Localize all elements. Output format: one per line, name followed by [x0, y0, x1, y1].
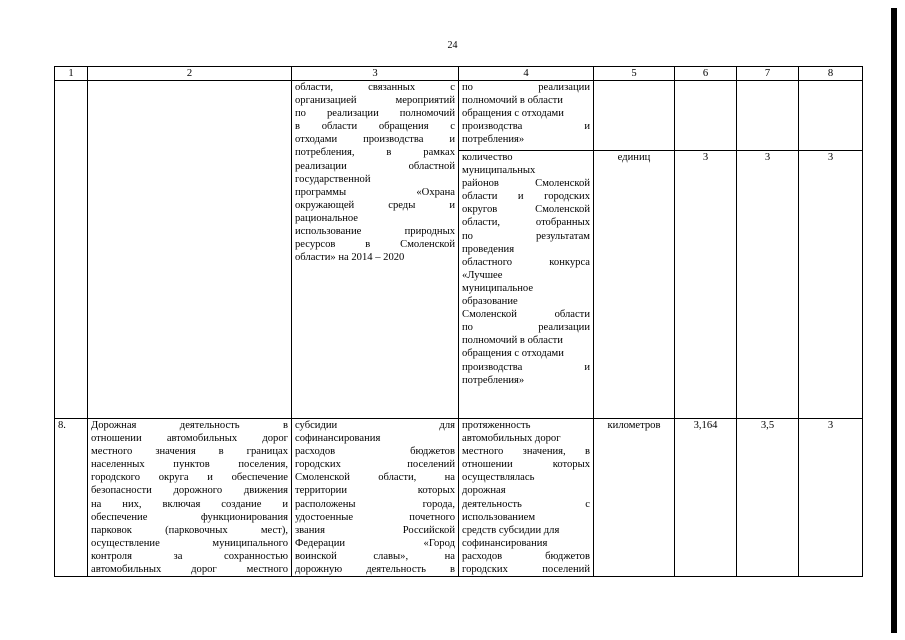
- row8-activity-cell: [88, 419, 292, 577]
- text-line: воинской славы», на: [295, 550, 455, 562]
- header-row: [55, 67, 863, 81]
- row8-unit-cell: километров: [594, 419, 675, 577]
- text-line: населенных пунктов поселения,: [91, 459, 288, 471]
- text-line: городского округа и обеспечение: [91, 472, 288, 484]
- text-line: потребления»: [462, 374, 525, 386]
- text-line: количество: [462, 152, 513, 163]
- header-cell-1: 1: [55, 67, 88, 81]
- cont-unit-cell: единиц: [594, 151, 675, 419]
- text-line: осуществление муниципального: [91, 537, 288, 549]
- header-cell-5: 5: [594, 67, 675, 81]
- header-cell-2: 2: [88, 67, 292, 81]
- text-line: протяженность: [462, 420, 531, 431]
- text-line: муниципальных: [462, 165, 536, 177]
- scan-edge: [891, 8, 897, 633]
- header-cell-7: 7: [737, 67, 799, 81]
- row8-indicator-cell: [459, 419, 594, 577]
- text-line: Смоленской области, на: [295, 472, 455, 484]
- text-line: отходами производства и: [295, 134, 455, 146]
- row8-value-7: 3,5: [737, 419, 799, 577]
- text-line: потребления»: [462, 134, 525, 146]
- text-line: осуществлялась: [462, 472, 535, 484]
- text-line: расходов бюджетов: [462, 550, 590, 562]
- text-line: дорожную деятельность в: [295, 564, 455, 576]
- text-line: в области обращения с: [295, 121, 455, 133]
- text-line: обращения с отходами: [462, 108, 564, 120]
- cont-subsidy-text: [295, 81, 455, 264]
- text-line: округов Смоленской: [462, 204, 590, 216]
- cont-activity-cell: [88, 81, 292, 419]
- text-line: организацией мероприятий: [295, 95, 455, 107]
- text-line: контроля за сохранностью: [91, 550, 288, 562]
- text-line: по реализации полномочий: [295, 108, 455, 120]
- text-line: отношении автомобильных дорог: [91, 433, 288, 445]
- text-line: ресурсов в Смоленской: [295, 239, 455, 251]
- text-line: государственной: [295, 173, 371, 185]
- text-line: на них, включая создание и: [91, 498, 288, 510]
- cont-indicator-b-text: [462, 151, 590, 387]
- text-line: местного значения, в: [462, 446, 590, 458]
- text-line: удостоенные почетного: [295, 511, 455, 523]
- row8-value-6: 3,164: [675, 419, 737, 577]
- cont-indicator-a-text: [462, 81, 590, 146]
- text-line: звания Российской: [295, 524, 455, 536]
- header-cell-4: 4: [459, 67, 594, 81]
- row8-num-cell: 8.: [55, 419, 88, 577]
- text-line: по реализации: [462, 82, 590, 93]
- text-line: образование: [462, 296, 518, 308]
- text-line: муниципальное: [462, 282, 534, 294]
- text-line: потребления, в рамках: [295, 147, 455, 159]
- table-row-8: [55, 419, 863, 577]
- header-cell-8: 8: [799, 67, 863, 81]
- text-line: софинансирования: [295, 433, 381, 445]
- text-line: полномочий в области: [462, 95, 563, 107]
- cont-v6-a-cell: [675, 81, 737, 151]
- text-line: производства и: [462, 121, 590, 133]
- text-line: Дорожная деятельность в: [91, 420, 288, 431]
- text-line: использование природных: [295, 226, 455, 238]
- text-line: автомобильных дорог: [462, 433, 561, 445]
- row8-subsidy-text: [295, 419, 455, 576]
- text-line: обращения с отходами: [462, 348, 564, 360]
- text-line: автомобильных дорог местного: [91, 564, 288, 576]
- text-line: деятельность с: [462, 498, 590, 510]
- cont-value-7: 3: [737, 151, 799, 419]
- header-cell-6: 6: [675, 67, 737, 81]
- text-line: городских поселений: [462, 564, 590, 576]
- text-line: рациональное: [295, 212, 359, 224]
- cont-subsidy-cell: [292, 81, 459, 419]
- text-line: областного конкурса: [462, 256, 590, 268]
- text-line: обеспечение функционирования: [91, 511, 288, 523]
- cont-value-6: 3: [675, 151, 737, 419]
- cont-value-8: 3: [799, 151, 863, 419]
- text-line: безопасности дорожного движения: [91, 485, 288, 497]
- text-line: софинансирования: [462, 537, 548, 549]
- text-line: местного значения в границах: [91, 446, 288, 458]
- cont-indicator-a-cell: [459, 81, 594, 151]
- text-line: дорожная: [462, 485, 506, 497]
- text-line: Федерации «Город: [295, 537, 455, 549]
- text-line: «Лучшее: [462, 269, 503, 281]
- cont-unit-a-cell: [594, 81, 675, 151]
- page-number: 24: [447, 40, 458, 51]
- text-line: Смоленской области: [462, 309, 590, 321]
- text-line: проведения: [462, 243, 515, 255]
- text-line: области, связанных с: [295, 82, 455, 93]
- text-line: районов Смоленской: [462, 178, 590, 190]
- row8-subsidy-cell: [292, 419, 459, 577]
- text-line: расходов бюджетов: [295, 446, 455, 458]
- text-line: территории которых: [295, 485, 455, 497]
- row8-activity-text: [91, 419, 288, 576]
- cont-num-cell: [55, 81, 88, 419]
- text-line: области и городских: [462, 191, 590, 203]
- text-line: субсидии для: [295, 420, 455, 431]
- text-line: программы «Охрана: [295, 186, 455, 198]
- text-line: окружающей среды и: [295, 199, 455, 211]
- text-line: городских поселений: [295, 459, 455, 471]
- text-line: полномочий в области: [462, 335, 563, 347]
- text-line: реализации областной: [295, 160, 455, 172]
- text-line: средств субсидии для: [462, 524, 560, 536]
- cont-v8-a-cell: [799, 81, 863, 151]
- text-line: области, отобранных: [462, 217, 590, 229]
- text-line: парковок (парковочных мест),: [91, 524, 288, 536]
- text-line: по результатам: [462, 230, 590, 242]
- header-cell-3: 3: [292, 67, 459, 81]
- text-line: области» на 2014 – 2020: [295, 252, 405, 264]
- row8-indicator-text: [462, 419, 590, 576]
- text-line: по реализации: [462, 322, 590, 334]
- text-line: расположены города,: [295, 498, 455, 510]
- table-row-continued-a: [55, 81, 863, 151]
- text-line: использованием: [462, 511, 536, 523]
- document-table: [54, 66, 863, 577]
- cont-v7-a-cell: [737, 81, 799, 151]
- cont-indicator-b-cell: [459, 151, 594, 419]
- text-line: отношении которых: [462, 459, 590, 471]
- row8-value-8: 3: [799, 419, 863, 577]
- text-line: производства и: [462, 361, 590, 373]
